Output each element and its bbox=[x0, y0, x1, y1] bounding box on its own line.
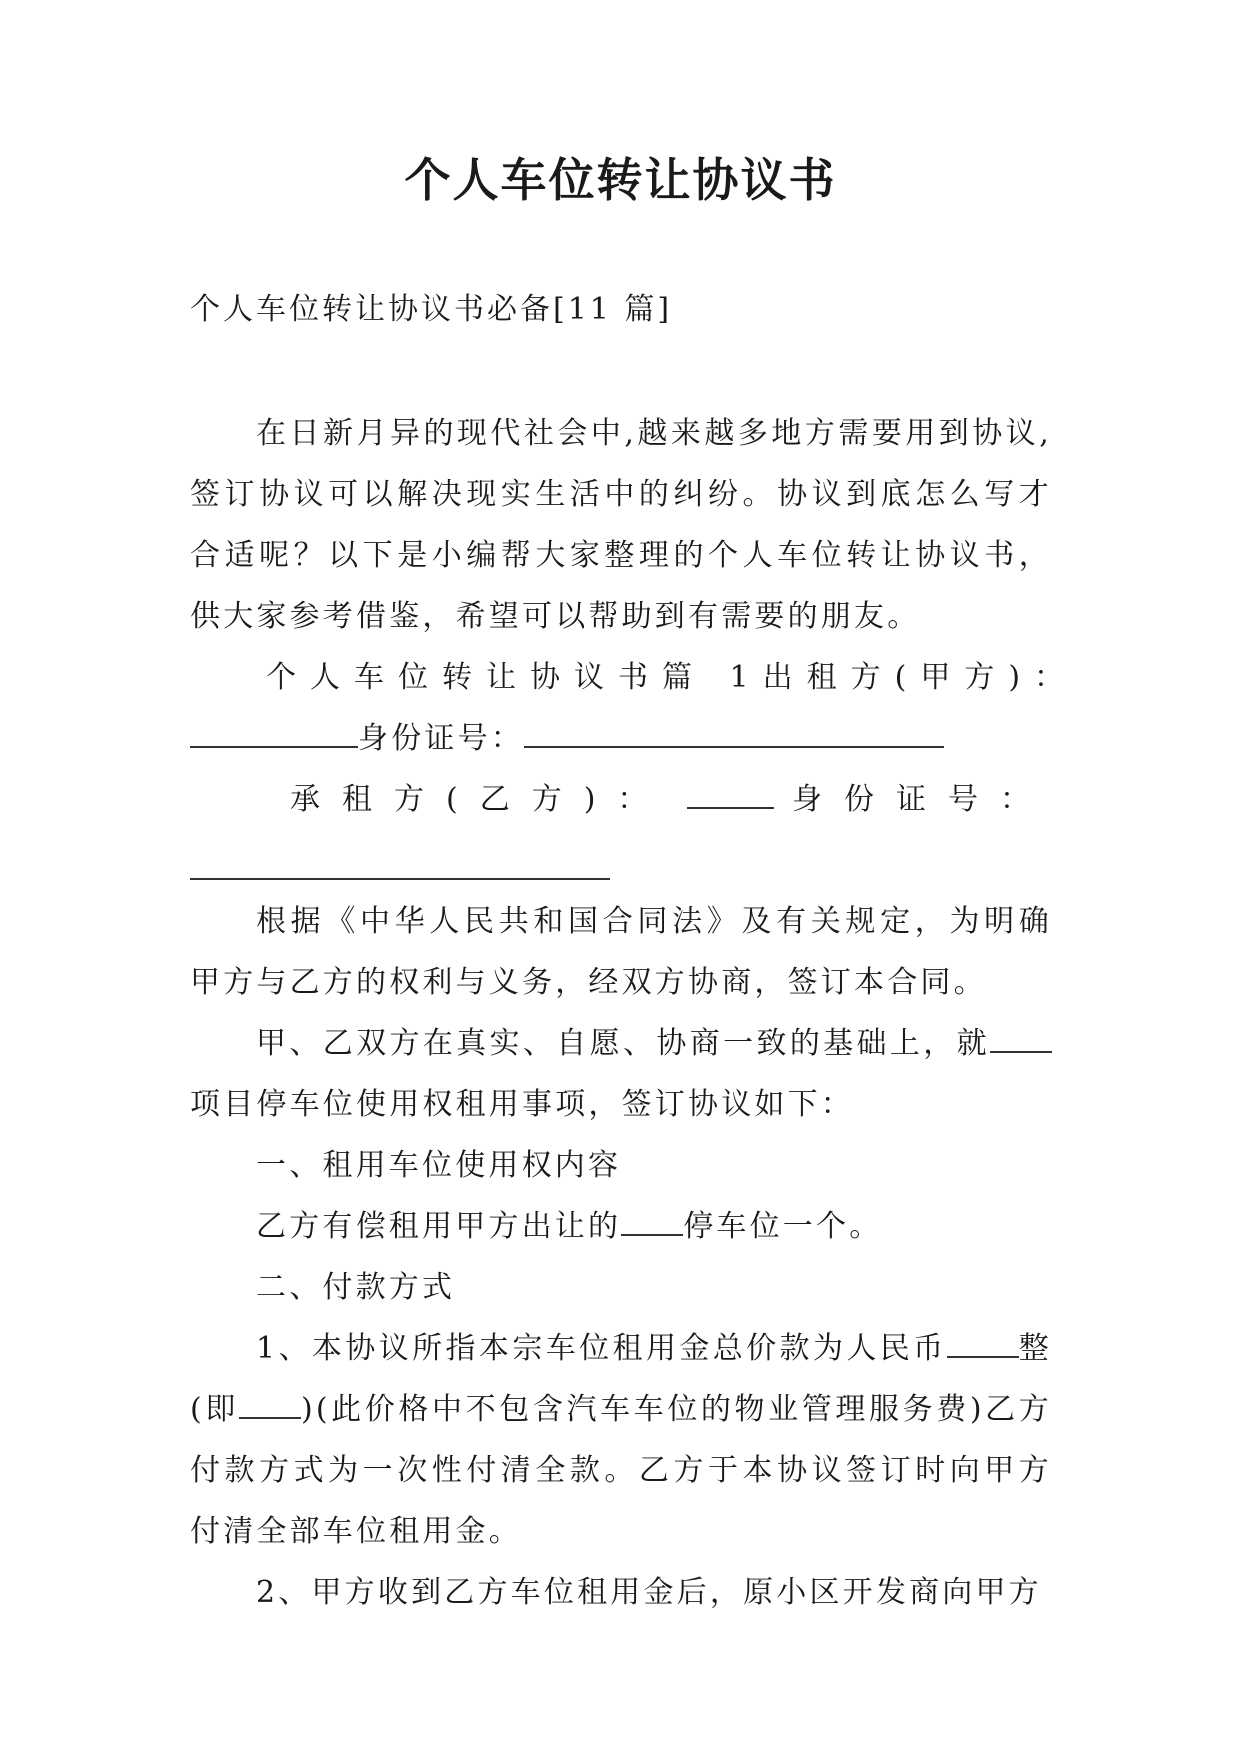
section1-text-before: 乙方有偿租用甲方出让的 bbox=[256, 1209, 622, 1244]
party-b-name-blank bbox=[687, 779, 774, 809]
party-a-id-blank bbox=[524, 718, 944, 748]
party-b-id-label: 身份证号： bbox=[792, 782, 1052, 817]
party-b-line bbox=[190, 769, 1052, 830]
basis2-text-before: 甲、乙双方在真实、自愿、协商一致的基础上，就 bbox=[256, 1026, 990, 1061]
parking-space-blank bbox=[621, 1206, 683, 1236]
section2-heading: 二、付款方式 bbox=[256, 1270, 456, 1305]
amount-figure-blank bbox=[239, 1389, 301, 1419]
clause1-text-before: 1、本协议所指本宗车位租用金总价款为人民币 bbox=[256, 1331, 947, 1366]
clause1-text-mid1: 整 bbox=[1018, 1331, 1052, 1366]
party-a-label: 出租方(甲方)： bbox=[762, 660, 1079, 695]
document-subtitle: 个人车位转让协议书必备[11 篇] bbox=[190, 292, 673, 327]
clause2-paragraph: 2、甲方收到乙方车位租用金后，原小区开发商向甲方 bbox=[256, 1575, 1042, 1610]
party-a-id-line bbox=[190, 708, 1052, 769]
section1-paragraph bbox=[190, 1196, 1052, 1257]
party-a-name-blank bbox=[190, 718, 358, 748]
basis-paragraph: 根据《中华人民共和国合同法》及有关规定，为明确甲方与乙方的权利与义务，经双方协商，签订本合同。 bbox=[190, 904, 1052, 1000]
basis2-text-after: 项目停车位使用权租用事项，签订协议如下： bbox=[190, 1087, 854, 1122]
clause1-paragraph bbox=[190, 1318, 1052, 1562]
intro-paragraph: 在日新月异的现代社会中,越来越多地方需要用到协议,签订协议可以解决现实生活中的纠纷。协议到底怎么写才合适呢？以下是小编帮大家整理的个人车位转让协议书，供大家参考借鉴，希望可以帮助到有需要的朋友。 bbox=[190, 416, 1052, 634]
document-body bbox=[190, 403, 1079, 1623]
party-a-id-label: 身份证号： bbox=[358, 721, 524, 756]
party-b-id-line bbox=[190, 830, 1052, 891]
article-heading: 个人车位转让协议书 bbox=[266, 660, 662, 695]
section1-heading: 一、租用车位使用权内容 bbox=[256, 1148, 622, 1183]
document-title: 个人车位转让协议书 bbox=[404, 153, 837, 207]
amount-blank bbox=[947, 1328, 1019, 1358]
article-number: 篇 1 bbox=[662, 660, 763, 695]
clause1-text-after: )(此价格中不包含汽车车位的物业管理服务费)乙方付款方式为一次性付清全款。乙方于本协议签订时向甲方付清全部车位租用金。 bbox=[190, 1392, 1052, 1549]
clause1-text-mid2: (即 bbox=[190, 1392, 239, 1427]
project-blank bbox=[990, 1023, 1052, 1053]
basis2-paragraph bbox=[190, 1013, 1052, 1135]
party-b-id-blank bbox=[190, 850, 610, 880]
section1-text-after: 停车位一个。 bbox=[683, 1209, 883, 1244]
article-heading-line bbox=[190, 647, 1079, 708]
party-b-label: 承租方(乙方)： bbox=[290, 782, 670, 817]
